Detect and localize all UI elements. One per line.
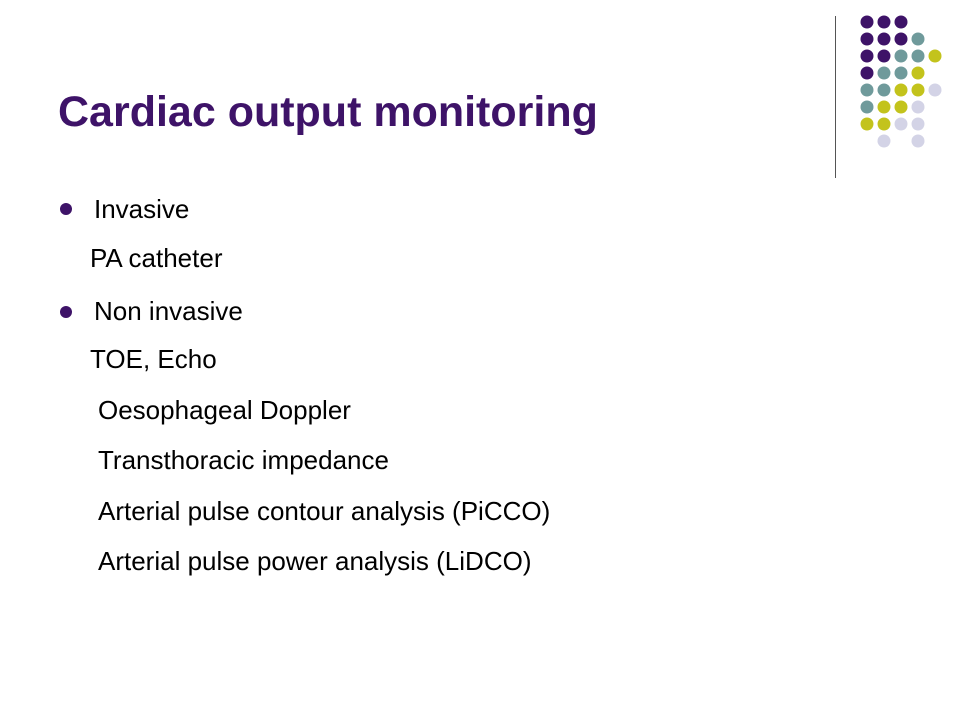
- list-item-toe-echo: TOE, Echo: [90, 344, 217, 374]
- list-item-invasive: Invasive: [94, 194, 190, 224]
- list-item-picco: Arterial pulse contour analysis (PiCCO): [98, 496, 551, 526]
- list-item-non-invasive: Non invasive: [94, 296, 243, 326]
- slide-title: Cardiac output monitoring: [58, 88, 598, 136]
- bullet-dot: [60, 203, 72, 215]
- list-item-oesophageal-doppler: Oesophageal Doppler: [98, 395, 351, 425]
- list-item-pa-catheter: PA catheter: [90, 243, 223, 273]
- bullet-dot: [60, 306, 72, 318]
- list-item-transthoracic-impedance: Transthoracic impedance: [98, 445, 389, 475]
- list-item-lidco: Arterial pulse power analysis (LiDCO): [98, 546, 532, 576]
